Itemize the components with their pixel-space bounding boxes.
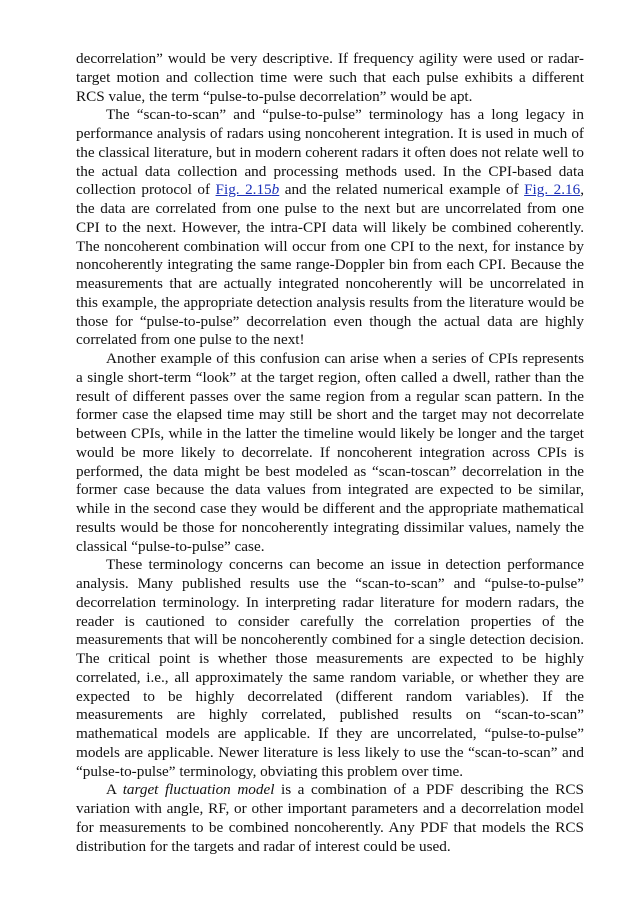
paragraph-text: Another example of this confusion can arise when a series of CPIs represents a single short-term “look” at the target region, often called a dwell, rather than the result of different passes over the same region from a regular scan pattern. In the former case the elapsed time may still be short and the target may not decorrelate between CPIs, while in the latter the timeline would likely be longer and the target would be more likely to decorrelate. If noncoherent integration across CPIs is performed, the data might be best modeled as “scan-toscan” decorrelation in the former case because the data values from integrated are expected to be similar, while in the second case they would be different and the appropriate mathematical results would be those for noncoherently integrating dissimilar values, namely the classical “pulse-to-pulse” case.: [76, 350, 584, 555]
paragraph-4: [76, 556, 584, 781]
fig-2-16-link[interactable]: Fig. 2.16: [524, 181, 581, 199]
paragraph-5: [76, 781, 584, 856]
paragraph-text: The “scan-to-scan” and “pulse-to-pulse” terminology has a long legacy in performance analysis of radars using noncoherent integration. It is used in much of the classical literature, but in modern coherent radars it often does not relate well to the actual data collection and processing methods used. In the CPI-based data collection protocol of: [76, 106, 584, 199]
paragraph-text: These terminology concerns can become an issue in detection performance analysis. Many published results use the “scan-to-scan” and “pulse-to-pulse” decorrelation terminology. In interpreting radar literature for modern radars, the reader is cautioned to consider carefully the correlation properties of the measurements that will be noncoherently combined for a single detection decision. The critical point is whether those measurements are expected to be highly correlated, i.e., all approximately the same random variable, or whether they are expected to be highly decorrelated (different random variables). If the measurements are highly correlated, published results on “scan-to-scan” mathematical models are applicable. If they are uncorrelated, “pulse-to-pulse” models are applicable. Newer literature is less likely to use the “scan-to-scan” and “pulse-to-pulse” terminology, obviating this problem over time.: [76, 556, 584, 780]
fig-2-15b-link[interactable]: Fig. 2.15b: [215, 181, 280, 199]
paragraph-text: A: [106, 781, 123, 799]
paragraph-text: is a combination of a PDF describing the RCS variation with angle, RF, or other important parameters and a decorrelation model for measurements to be combined noncoherently. Any PDF that models the RCS distribution for the targets and radar of interest could be used.: [76, 781, 584, 855]
paragraph-text: , the data are correlated from one pulse to the next but are uncorrelated from one CPI to the next. However, the intra-CPI data will likely be combined coherently. The noncoherent combination will occur from one CPI to the next, for instance by noncoherently integrating the same range-Doppler bin from each CPI. Because the measurements that are actually integrated noncoherently will be uncorrelated in this example, the appropriate detection analysis results from the literature would be those for “pulse-to-pulse” decorrelation even though the actual data are highly correlated from one pulse to the next!: [76, 181, 585, 349]
paragraph-text: and the related numerical example of: [279, 181, 525, 199]
paragraph-3: [76, 350, 584, 556]
paragraph-2: [76, 106, 584, 350]
paragraph-1: [76, 50, 584, 106]
emphasized-term: target fluctuation model: [122, 781, 275, 799]
document-page: [76, 50, 584, 856]
paragraph-text: decorrelation” would be very descriptive. If frequency agility were used or radar-target motion and collection time were such that each pulse exhibits a different RCS value, the term “pulse-to-pulse decorrelation” would be apt.: [76, 50, 584, 105]
